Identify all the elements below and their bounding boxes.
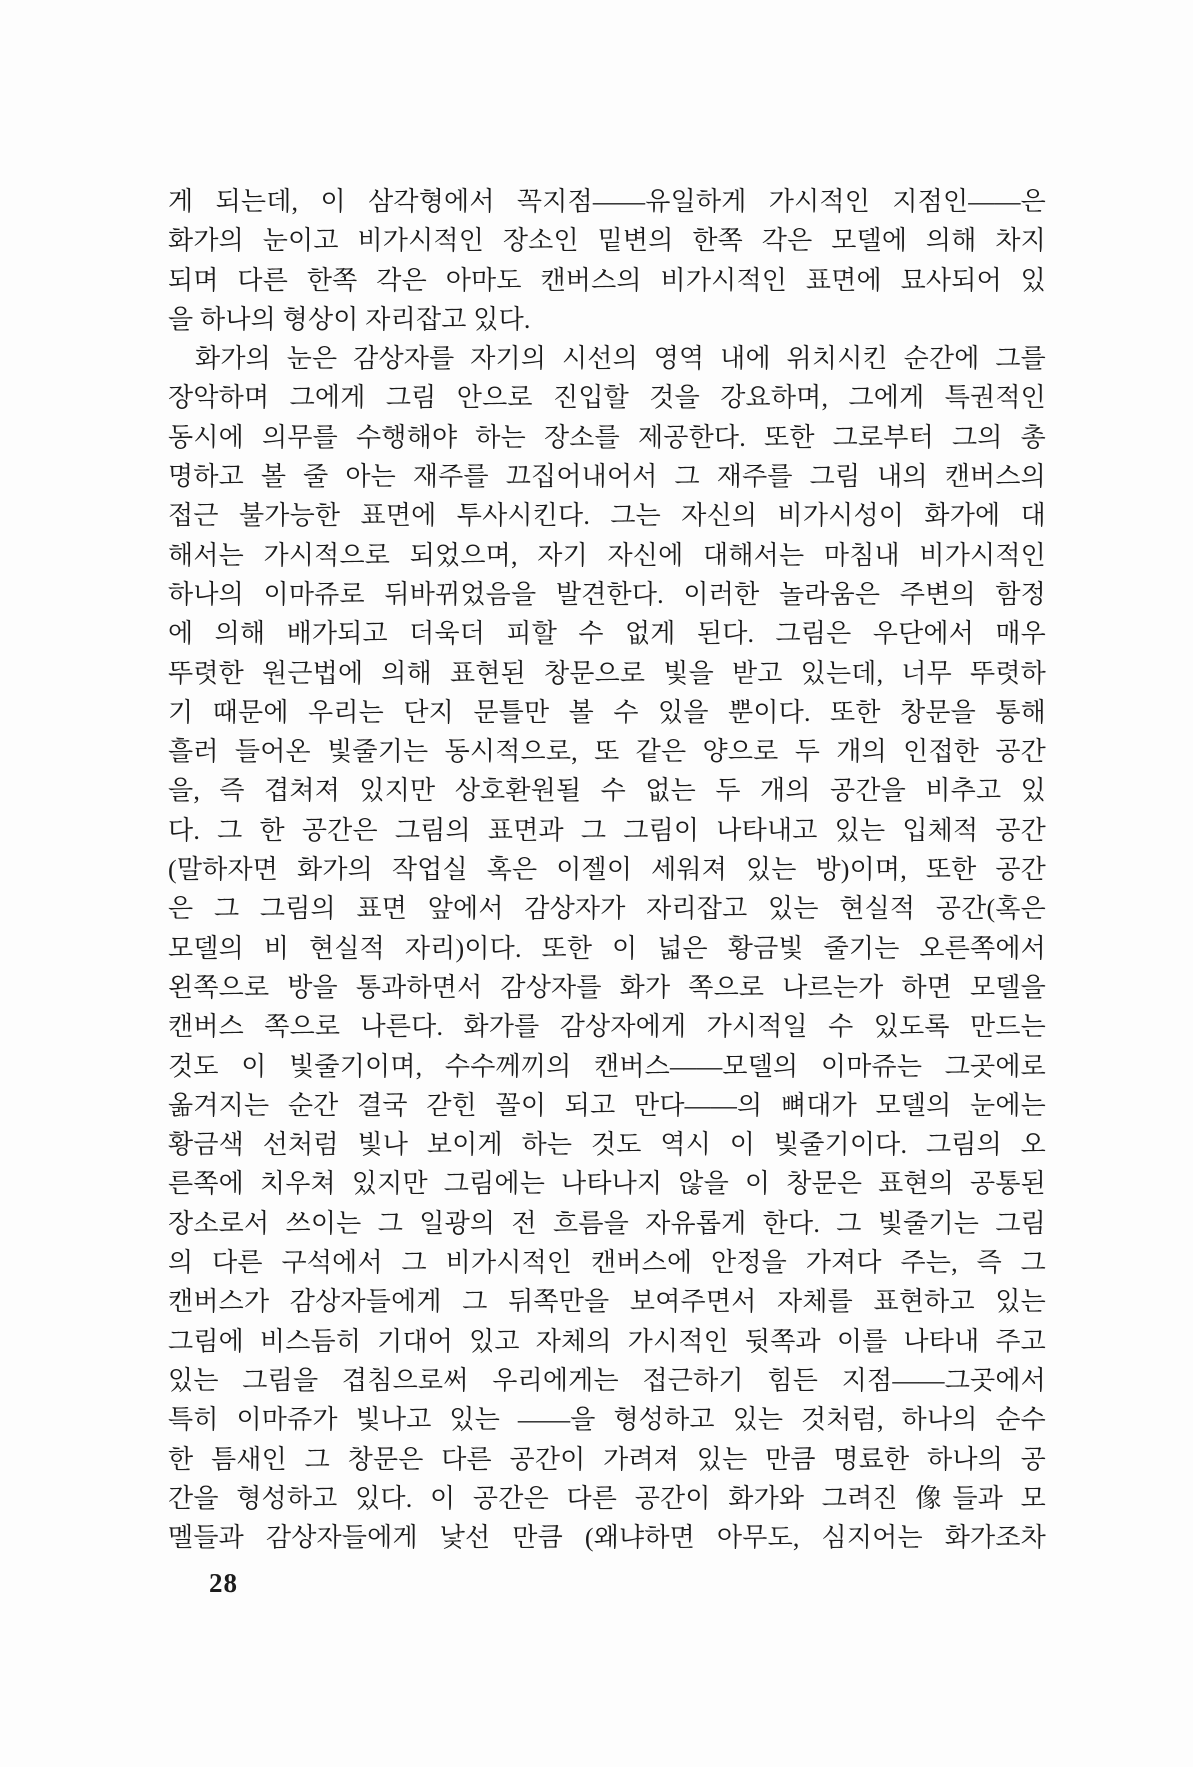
text-line: 있는 그림을 겹침으로써 우리에게는 접근하기 힘든 지점——그곳에서 — [168, 1365, 1046, 1395]
text-line: 한 틈새인 그 창문은 다른 공간이 가려져 있는 만큼 명료한 하나의 공 — [168, 1444, 1046, 1474]
text-line: 모델의 비 현실적 자리)이다. 또한 이 넓은 황금빛 줄기는 오른쪽에서 — [168, 933, 1046, 963]
page-number: 28 — [209, 1568, 238, 1598]
text-line: 옮겨지는 순간 결국 갇힌 꼴이 되고 만다——의 뼈대가 모델의 눈에는 — [168, 1090, 1046, 1120]
text-line: 동시에 의무를 수행해야 하는 장소를 제공한다. 또한 그로부터 그의 총 — [168, 422, 1046, 452]
text-block — [168, 182, 1046, 1557]
text-line: 장악하며 그에게 그림 안으로 진입할 것을 강요하며, 그에게 특권적인 — [168, 383, 1046, 413]
text-line: 하나의 이마쥬로 뒤바뀌었음을 발견한다. 이러한 놀라움은 주변의 함정 — [168, 579, 1046, 609]
text-line: 특히 이마쥬가 빛나고 있는 ——을 형성하고 있는 것처럼, 하나의 순수 — [168, 1405, 1046, 1435]
text-line: 기 때문에 우리는 단지 문틀만 볼 수 있을 뿐이다. 또한 창문을 통해 — [168, 697, 1046, 727]
text-line: 장소로서 쓰이는 그 일광의 전 흐름을 자유롭게 한다. 그 빛줄기는 그림 — [168, 1208, 1046, 1238]
text-line: 명하고 볼 줄 아는 재주를 끄집어내어서 그 재주를 그림 내의 캔버스의 — [168, 462, 1046, 492]
text-line: 간을 형성하고 있다. 이 공간은 다른 공간이 화가와 그려진 像들과 모 — [168, 1483, 1046, 1513]
text-line: 되며 다른 한쪽 각은 아마도 캔버스의 비가시적인 표면에 묘사되어 있 — [168, 265, 1046, 295]
text-line: 의 다른 구석에서 그 비가시적인 캔버스에 안정을 가져다 주는, 즉 그 — [168, 1248, 1046, 1278]
text-line: 멜들과 감상자들에게 낯선 만큼 (왜냐하면 아무도, 심지어는 화가조차 — [168, 1523, 1046, 1553]
text-line: 황금색 선처럼 빛나 보이게 하는 것도 역시 이 빛줄기이다. 그림의 오 — [168, 1130, 1046, 1160]
text-line: 른쪽에 치우쳐 있지만 그림에는 나타나지 않을 이 창문은 표현의 공통된 — [168, 1169, 1046, 1199]
text-line: 것도 이 빛줄기이며, 수수께끼의 캔버스——모델의 이마쥬는 그곳에로 — [168, 1051, 1046, 1081]
text-line: 흘러 들어온 빛줄기는 동시적으로, 또 같은 양으로 두 개의 인접한 공간 — [168, 737, 1046, 767]
text-line: 왼쪽으로 방을 통과하면서 감상자를 화가 쪽으로 나르는가 하면 모델을 — [168, 972, 1046, 1002]
text-line: 에 의해 배가되고 더욱더 피할 수 없게 된다. 그림은 우단에서 매우 — [168, 619, 1046, 649]
text-line: 다. 그 한 공간은 그림의 표면과 그 그림이 나타내고 있는 입체적 공간 — [168, 815, 1046, 845]
text-line: 그림에 비스듬히 기대어 있고 자체의 가시적인 뒷쪽과 이를 나타내 주고 — [168, 1326, 1046, 1356]
text-line: 뚜렷한 원근법에 의해 표현된 창문으로 빛을 받고 있는데, 너무 뚜렷하 — [168, 658, 1046, 688]
text-line: 게 되는데, 이 삼각형에서 꼭지점——유일하게 가시적인 지점인——은 — [168, 187, 1046, 216]
text-line: 화가의 눈이고 비가시적인 장소인 밑변의 한쪽 각은 모델에 의해 차지 — [168, 226, 1046, 256]
text-line: 해서는 가시적으로 되었으며, 자기 자신에 대해서는 마침내 비가시적인 — [168, 540, 1046, 570]
text-line: 을, 즉 겹쳐져 있지만 상호환원될 수 없는 두 개의 공간을 비추고 있 — [168, 776, 1046, 806]
text-line: 접근 불가능한 표면에 투사시킨다. 그는 자신의 비가시성이 화가에 대 — [168, 501, 1046, 531]
text-line: 을 하나의 형상이 자리잡고 있다. — [168, 304, 531, 334]
text-line: 은 그 그림의 표면 앞에서 감상자가 자리잡고 있는 현실적 공간(혹은 — [168, 894, 1046, 924]
text-line: 화가의 눈은 감상자를 자기의 시선의 영역 내에 위치시킨 순간에 그를 — [195, 344, 1046, 374]
text-line: 캔버스 쪽으로 나른다. 화가를 감상자에게 가시적일 수 있도록 만드는 — [168, 1012, 1046, 1042]
text-line: 캔버스가 감상자들에게 그 뒤쪽만을 보여주면서 자체를 표현하고 있는 — [168, 1287, 1046, 1317]
text-line: (말하자면 화가의 작업실 혹은 이젤이 세워져 있는 방)이며, 또한 공간 — [168, 855, 1046, 885]
